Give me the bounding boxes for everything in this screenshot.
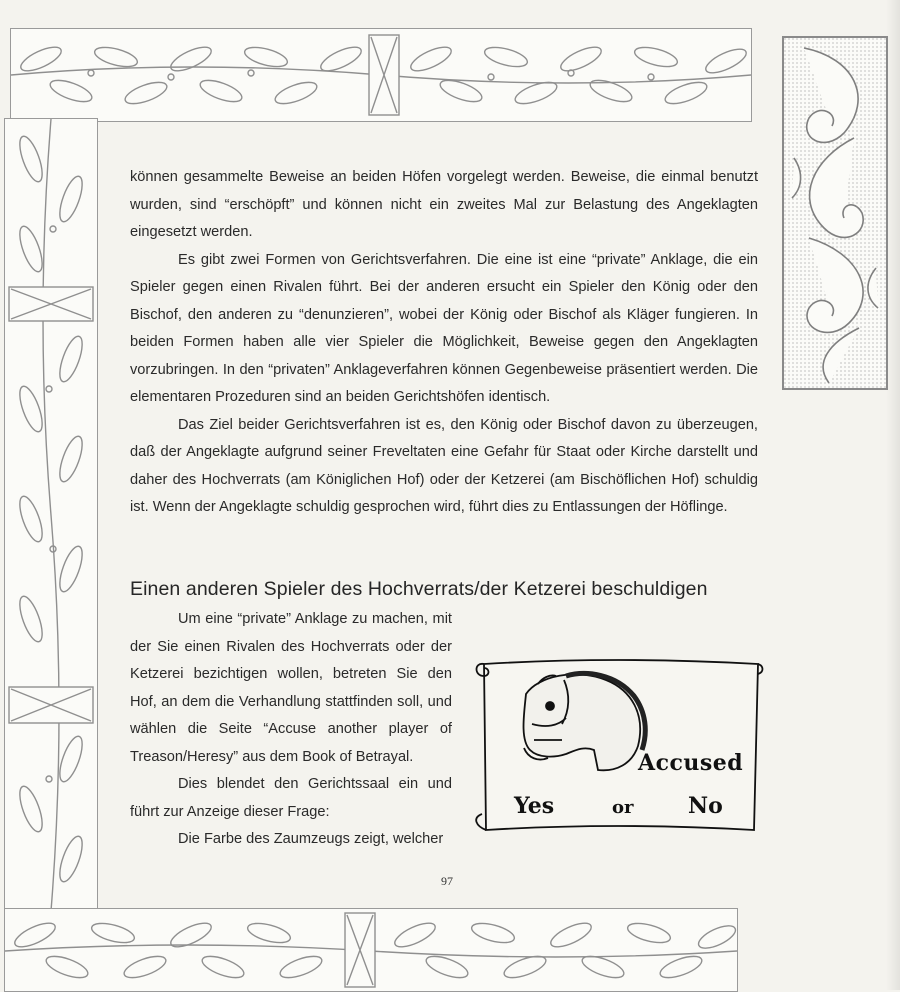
page-edge-shadow [886, 0, 900, 990]
left-leaf-border [4, 118, 98, 912]
page-number: 97 [441, 874, 453, 888]
paragraph-evidence: können gesammelte Beweise an beiden Höfen vorgelegt werden. Beweise, die einmal benutzt wurden, sind “erschöpft” und können nicht ein zweites Mal zur Belastung des Angeklagten eingesetzt werden. [130, 169, 758, 240]
section-heading: Einen anderen Spieler des Hochverrats/der Ketzerei beschuldigen [130, 578, 708, 600]
accused-scroll-illustration [466, 654, 766, 834]
paragraph-private-accusation: Um eine “private” Anklage zu machen, mit der Sie einen Rivalen des Hochverrats oder der Ketzerei bezichtigen wollen, betreten Sie den Hof, an dem die Verhandlung stattfinden soll, und wählen die Seite “Accuse another player of Treason/Heresy” aus dem Book of Betrayal. [130, 611, 452, 765]
accused-label: Accused [638, 750, 744, 776]
paragraph-bridle-color: Die Farbe des Zaumzeugs zeigt, welcher [178, 831, 444, 847]
yes-label: Yes [514, 793, 555, 819]
or-label: or [612, 797, 634, 818]
paragraph-courtroom: Dies blendet den Gerichtssaal ein und führt zur Anzeige dieser Frage: [130, 776, 452, 820]
body-text [130, 164, 758, 522]
bottom-leaf-border [4, 908, 738, 992]
paragraph-trial-goal: Das Ziel beider Gerichtsverfahren ist es, den König oder Bischof davon zu überzeugen, daß der Angeklagte aufgrund seiner Freveltaten eine Gefahr für Staat oder Kirche darstellt und daher des Hochverrats (am Königlichen Hof) oder der Ketzerei (am Bischöflichen Hof) schuldig ist. Wenn der Angeklagte schuldig gesprochen wird, führt dies zu Entlassungen der Höflinge. [130, 416, 758, 515]
paragraph-trial-forms: Es gibt zwei Formen von Gerichtsverfahren. Die eine ist eine “private” Anklage, die ein Spieler gegen einen Rivalen führt. Bei der anderen ersucht ein Spieler den König oder den Bischof, den anderen zu “denunzieren”, wobei der König oder Bischof als Kläger fungieren. In beiden Formen haben alle vier Spieler die Möglichkeit, Beweise gegen den Angeklagten vorzubringen. In den “privaten” Anklageverfahren können Gegenbeweise präsentiert werden. Die elementaren Prozeduren sind an beiden Gerichtshöfen identisch. [130, 251, 758, 405]
no-label: No [688, 793, 723, 819]
acanthus-ornament-panel [782, 36, 888, 390]
top-leaf-border [10, 28, 752, 122]
